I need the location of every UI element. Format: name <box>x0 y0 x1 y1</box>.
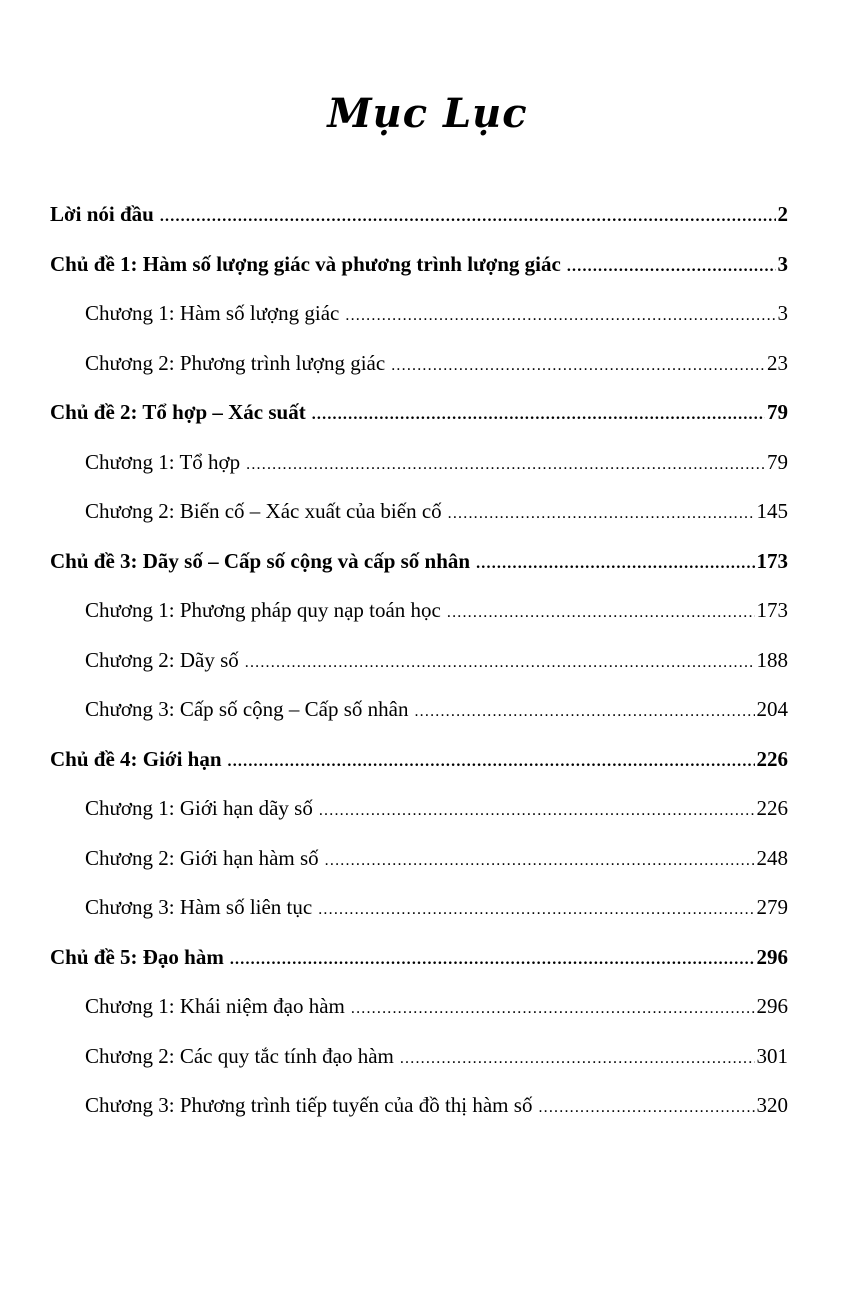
toc-entry-title: Chủ đề 1: Hàm số lượng giác và phương trình lượng giác <box>50 251 561 276</box>
toc-dot-leader <box>476 546 754 582</box>
toc-entry-title: Chương 2: Các quy tắc tính đạo hàm <box>85 1043 394 1068</box>
toc-page-number: 226 <box>756 746 788 771</box>
toc-page-number: 145 <box>756 499 788 523</box>
toc-chapter-row[interactable] <box>50 840 788 890</box>
toc-dot-leader <box>351 991 755 1027</box>
table-of-contents <box>50 196 788 1137</box>
toc-dot-leader <box>312 397 765 433</box>
toc-dot-leader <box>391 348 765 384</box>
toc-page-number: 279 <box>756 895 788 919</box>
toc-topic-row[interactable] <box>50 741 788 791</box>
toc-dot-leader <box>345 298 775 334</box>
toc-page-number: 173 <box>756 598 788 622</box>
toc-entry-title: Chủ đề 4: Giới hạn <box>50 746 222 771</box>
toc-dot-leader <box>400 1041 755 1077</box>
toc-entry-title: Chương 2: Giới hạn hàm số <box>85 845 319 870</box>
toc-entry-title: Chương 1: Khái niệm đạo hàm <box>85 994 345 1018</box>
toc-topic-row[interactable] <box>50 196 788 246</box>
toc-chapter-row[interactable] <box>50 493 788 543</box>
toc-page-number: 248 <box>756 845 788 870</box>
toc-topic-row[interactable] <box>50 939 788 989</box>
toc-chapter-row[interactable] <box>50 790 788 840</box>
toc-entry-title: Chương 2: Biến cố – Xác xuất của biến cố <box>85 499 442 523</box>
toc-entry-title: Chương 1: Giới hạn dãy số <box>85 796 313 820</box>
toc-dot-leader <box>448 496 755 532</box>
toc-entry-title: Chương 3: Hàm số liên tục <box>85 895 313 919</box>
page-title: Mục Lục <box>327 90 528 137</box>
toc-entry-title: Chương 3: Cấp số cộng – Cấp số nhân <box>85 697 409 721</box>
toc-page-number: 79 <box>767 449 788 474</box>
toc-page-number: 3 <box>777 251 788 276</box>
toc-topic-row[interactable] <box>50 246 788 296</box>
toc-dot-leader <box>246 447 765 483</box>
toc-dot-leader <box>245 645 755 681</box>
toc-page-number: 204 <box>756 697 788 721</box>
toc-chapter-row[interactable] <box>50 295 788 345</box>
toc-chapter-row[interactable] <box>50 1087 788 1137</box>
toc-dot-leader <box>230 942 755 978</box>
toc-entry-title: Chương 1: Phương pháp quy nạp toán học <box>85 598 441 622</box>
toc-chapter-row[interactable] <box>50 889 788 939</box>
toc-page-number: 296 <box>756 994 788 1018</box>
toc-dot-leader <box>567 249 776 285</box>
toc-page-number: 79 <box>767 400 788 424</box>
toc-topic-row[interactable] <box>50 543 788 593</box>
toc-entry-title: Chủ đề 2: Tổ hợp – Xác suất <box>50 400 306 424</box>
toc-entry-title: Chương 3: Phương trình tiếp tuyến của đồ thị hàm số <box>85 1093 533 1117</box>
toc-dot-leader <box>414 694 754 730</box>
toc-entry-title: Chủ đề 3: Dãy số – Cấp số cộng và cấp số nhân <box>50 548 471 573</box>
toc-chapter-row[interactable] <box>50 592 788 642</box>
toc-chapter-row[interactable] <box>50 444 788 494</box>
toc-page-number: 188 <box>756 647 788 672</box>
toc-dot-leader <box>319 793 755 829</box>
toc-topic-row[interactable] <box>50 394 788 444</box>
toc-page-number: 301 <box>756 1043 788 1068</box>
toc-dot-leader <box>160 199 776 235</box>
toc-page-number: 2 <box>777 202 788 226</box>
toc-entry-title: Chương 2: Phương trình lượng giác <box>85 350 386 375</box>
toc-entry-title: Chương 1: Hàm số lượng giác <box>85 301 340 325</box>
toc-page-number: 296 <box>756 944 788 969</box>
toc-dot-leader <box>447 595 755 631</box>
toc-page-number: 3 <box>777 301 788 325</box>
toc-chapter-row[interactable] <box>50 691 788 741</box>
toc-dot-leader <box>228 744 755 780</box>
toc-dot-leader <box>318 892 754 928</box>
toc-page-number: 320 <box>756 1093 788 1117</box>
toc-page-number: 226 <box>756 796 788 820</box>
toc-entry-title: Chương 2: Dãy số <box>85 647 239 672</box>
toc-chapter-row[interactable] <box>50 1038 788 1088</box>
toc-chapter-row[interactable] <box>50 345 788 395</box>
toc-dot-leader <box>538 1090 754 1126</box>
toc-entry-title: Chủ đề 5: Đạo hàm <box>50 944 224 969</box>
toc-entry-title: Chương 1: Tổ hợp <box>85 449 241 474</box>
toc-dot-leader <box>325 843 755 879</box>
toc-page-number: 173 <box>756 548 788 573</box>
toc-entry-title: Lời nói đầu <box>50 202 154 226</box>
toc-chapter-row[interactable] <box>50 642 788 692</box>
toc-chapter-row[interactable] <box>50 988 788 1038</box>
toc-page-number: 23 <box>767 350 788 375</box>
